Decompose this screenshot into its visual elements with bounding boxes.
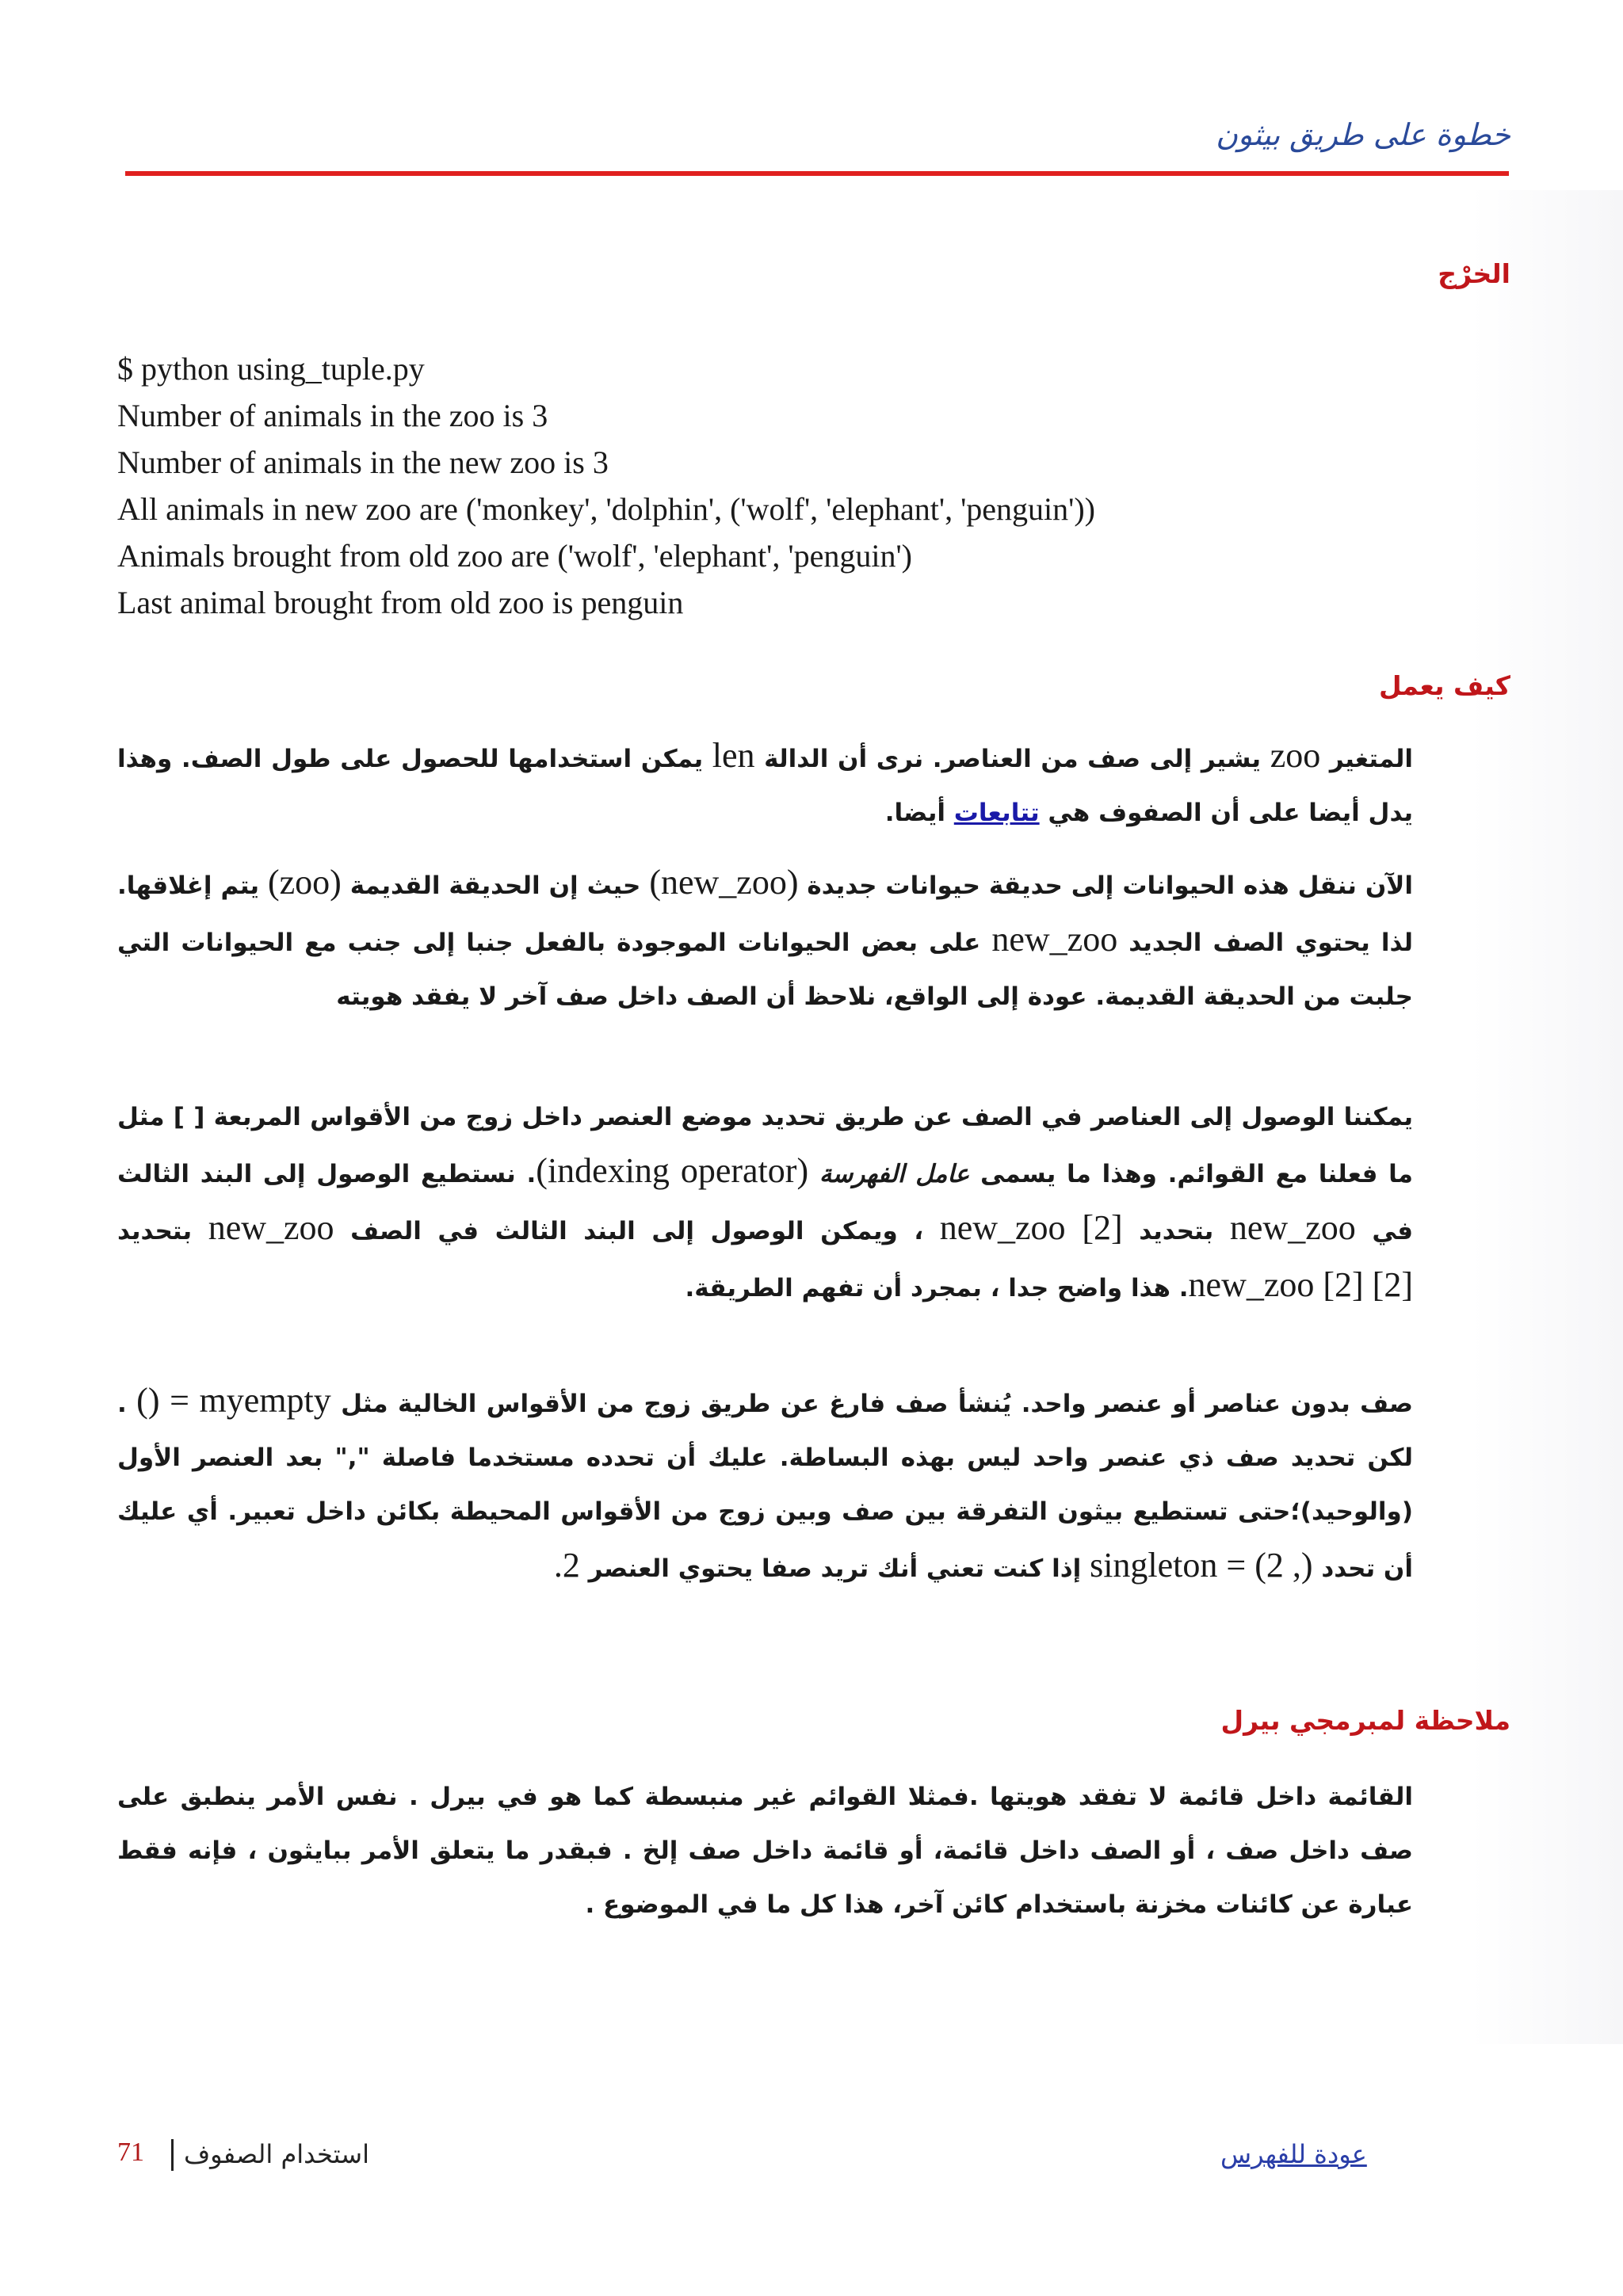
footer-separator bbox=[171, 2139, 174, 2171]
code-line: All animals in new zoo are ('monkey', 'dolphin', ('wolf', 'elephant', 'penguin')) bbox=[117, 491, 1095, 527]
code-line: Animals brought from old zoo are ('wolf', 'elephant', 'penguin') bbox=[117, 538, 912, 574]
perl-note-heading: ملاحظة لمبرمجي بيرل bbox=[1220, 1705, 1510, 1736]
paragraph-singleton: صف بدون عناصر أو عنصر واحد. يُنشأ صف فارغ عن طريق زوج من الأقواس الخالية مثل myempty = () . لكن تحديد صف ذي عنصر واحد ليس بهذه البساطة. عليك أن تحدده مستخدما فاصلة "," بعد العنصر الأول (والوحيد)؛حتى تستطيع بيثون التفرقة بين صف وبين زوج من الأقواس المحيطة بكائن داخل تعبير. أي عليك أن تحدد singleton = (2 ,) إذا كنت تعني أنك تريد صفا يحتوي العنصر 2. bbox=[117, 1381, 1413, 1585]
running-header-title: خطوة على طريق بيثون bbox=[1216, 117, 1510, 152]
code-line: Last animal brought from old zoo is penguin bbox=[117, 585, 684, 620]
indexing-operator-term: عامل الفهرسة bbox=[819, 1160, 970, 1188]
page-number: 71 bbox=[117, 2138, 144, 2167]
output-heading: الخرْج bbox=[1438, 258, 1510, 289]
code-line: Number of animals in the new zoo is 3 bbox=[117, 444, 609, 480]
paragraph-new-zoo: الآن ننقل هذه الحيوانات إلى حديقة حيوانات جديدة (new_zoo) حيث إن الحديقة القديمة (zoo) يتم إغلاقها. لذا يحتوي الصف الجديد new_zoo على بعض الحيوانات الموجودة بالفعل جنبا إلى جنب مع الحيوانات التي جلبت من الحديقة القديمة. عودة إلى الواقع، نلاحظ أن الصف داخل صف آخر لا يفقد هويته bbox=[117, 863, 1414, 1011]
page-side-shade bbox=[1471, 190, 1623, 2044]
sequences-link[interactable]: تتابعات bbox=[953, 799, 1040, 827]
footer-chapter-title: استخدام الصفوف bbox=[184, 2139, 369, 2169]
paragraph-indexing: يمكننا الوصول إلى العناصر في الصف عن طريق تحديد موضع العنصر داخل زوج من الأقواس المربعة [ ] مثل ما فعلنا مع القوائم. وهذا ما يسمى عامل الفهرسة (indexing operator). نستطيع الوصول إلى البند الثالث في new_zoo بتحديد new_zoo [2] ، ويمكن الوصول إلى البند الثالث في الصف new_zoo بتحديد new_zoo [2] [2]. هذا واضح جدا ، بمجرد أن تفهم الطريقة. bbox=[117, 1103, 1413, 1304]
header-rule bbox=[125, 171, 1509, 176]
paragraph-perl-note: القائمة داخل قائمة لا تفقد هويتها .فمثلا القوائم غير منبسطة كما هو في بيرل . نفس الأمر ينطبق على صف داخل صف ، أو الصف داخل قائمة، أو قائمة داخل صف إلخ . فبقدر ما يتعلق الأمر ببايثون ، فإنه فقط عبارة عن كائنات مخزنة باستخدام كائن آخر، هذا كل ما في الموضوع . bbox=[117, 1783, 1413, 1919]
code-line: $ python using_tuple.py bbox=[117, 351, 425, 387]
paragraph-zoo-len: المتغير zoo يشير إلى صف من العناصر. نرى أن الدالة len يمكن استخدامها للحصول على طول الصف. وهذا يدل أيضا على أن الصفوف هي تتابعات أيضا. bbox=[117, 736, 1413, 827]
how-it-works-heading: كيف يعمل bbox=[1378, 670, 1510, 701]
code-output-block bbox=[117, 345, 1095, 626]
code-line: Number of animals in the zoo is 3 bbox=[117, 398, 548, 433]
back-to-index-link[interactable]: عودة للفهرس bbox=[1220, 2139, 1367, 2169]
